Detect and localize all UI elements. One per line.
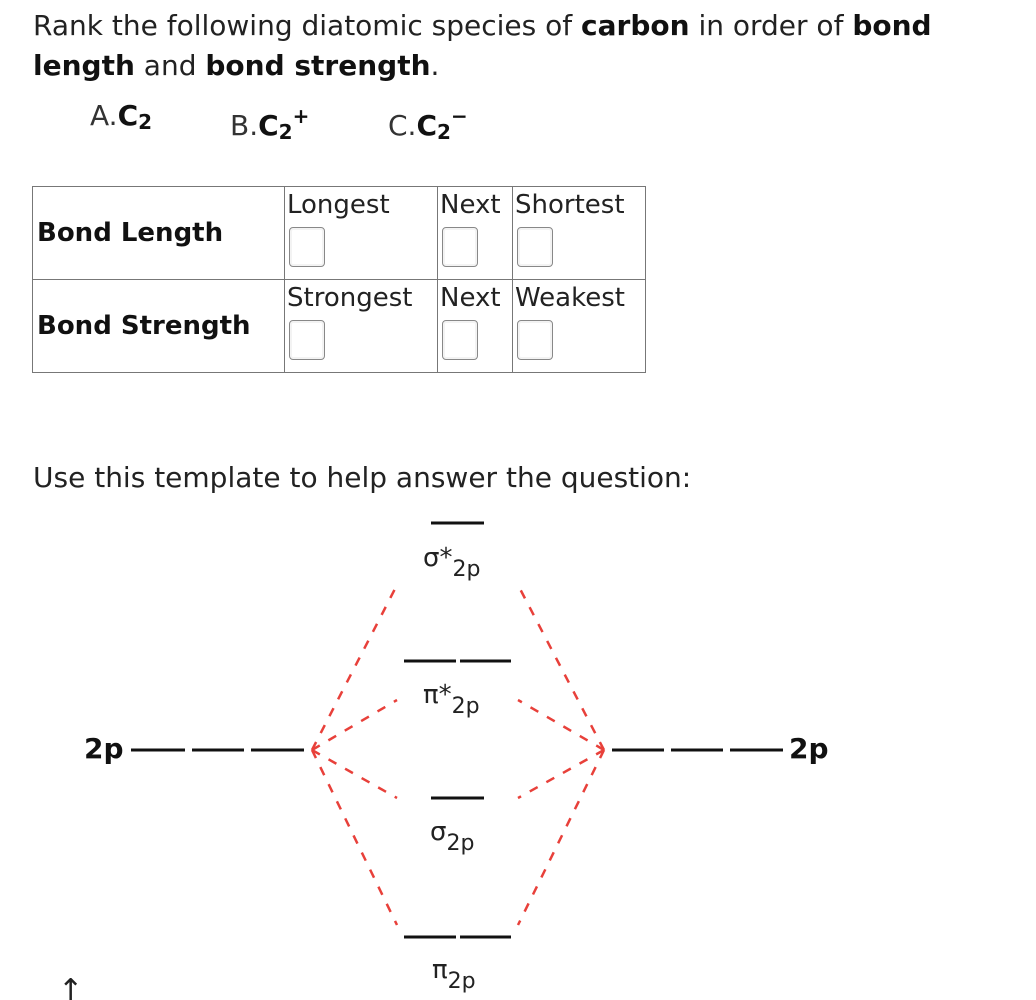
answer-dropbox[interactable]	[517, 227, 553, 267]
choice-a: $A.C_2$	[90, 99, 153, 134]
species-choices	[0, 96, 1036, 144]
slot-shortest	[513, 187, 646, 280]
mo-label-sigma-star: $\sigma*_{2p}$	[423, 543, 481, 582]
choice-b: $B.C_2^+$	[230, 104, 310, 144]
electron-arrow-icon[interactable]: ↑	[58, 973, 84, 1000]
left-connector-lines	[312, 585, 397, 925]
slot-label: Strongest	[287, 283, 413, 313]
question-text: Rank the following diatomic species of carbon in order of bond length and bond strength.	[33, 9, 932, 82]
bond-strength-row	[33, 280, 646, 373]
answer-dropbox[interactable]	[289, 320, 325, 360]
slot-next	[438, 280, 513, 373]
mo-label-pi: $\pi_{2p}$	[432, 955, 476, 994]
template-caption: Use this template to help answer the question:	[33, 461, 692, 494]
slot-label: Next	[440, 283, 501, 313]
bond-length-row	[33, 187, 646, 280]
keyword-carbon: carbon	[581, 9, 690, 42]
slot-label: Next	[440, 190, 501, 220]
slot-label: Weakest	[515, 283, 625, 313]
mo-label-sigma: $\sigma_{2p}$	[430, 817, 475, 856]
answer-dropbox[interactable]	[517, 320, 553, 360]
ranking-table	[32, 186, 646, 373]
ao-label-right: 2p	[789, 732, 829, 765]
row-header-bond-strength: Bond Strength	[33, 280, 285, 373]
answer-dropbox[interactable]	[289, 227, 325, 267]
ao-label-left: 2p	[84, 732, 124, 765]
slot-weakest	[513, 280, 646, 373]
mo-label-pi-star: $\pi*_{2p}$	[423, 680, 480, 719]
slot-label: Shortest	[515, 190, 625, 220]
slot-next	[438, 187, 513, 280]
answer-dropbox[interactable]	[442, 227, 478, 267]
slot-label: Longest	[287, 190, 390, 220]
choice-c: $C.C_2^-$	[388, 104, 468, 144]
keyword-bond-length: bond length	[33, 9, 932, 82]
keyword-bond-strength: bond strength	[205, 49, 431, 82]
answer-dropbox[interactable]	[442, 320, 478, 360]
slot-strongest	[285, 280, 438, 373]
row-header-bond-length: Bond Length	[33, 187, 285, 280]
right-connector-lines	[518, 585, 604, 925]
mo-diagram	[0, 500, 1036, 1000]
slot-longest	[285, 187, 438, 280]
